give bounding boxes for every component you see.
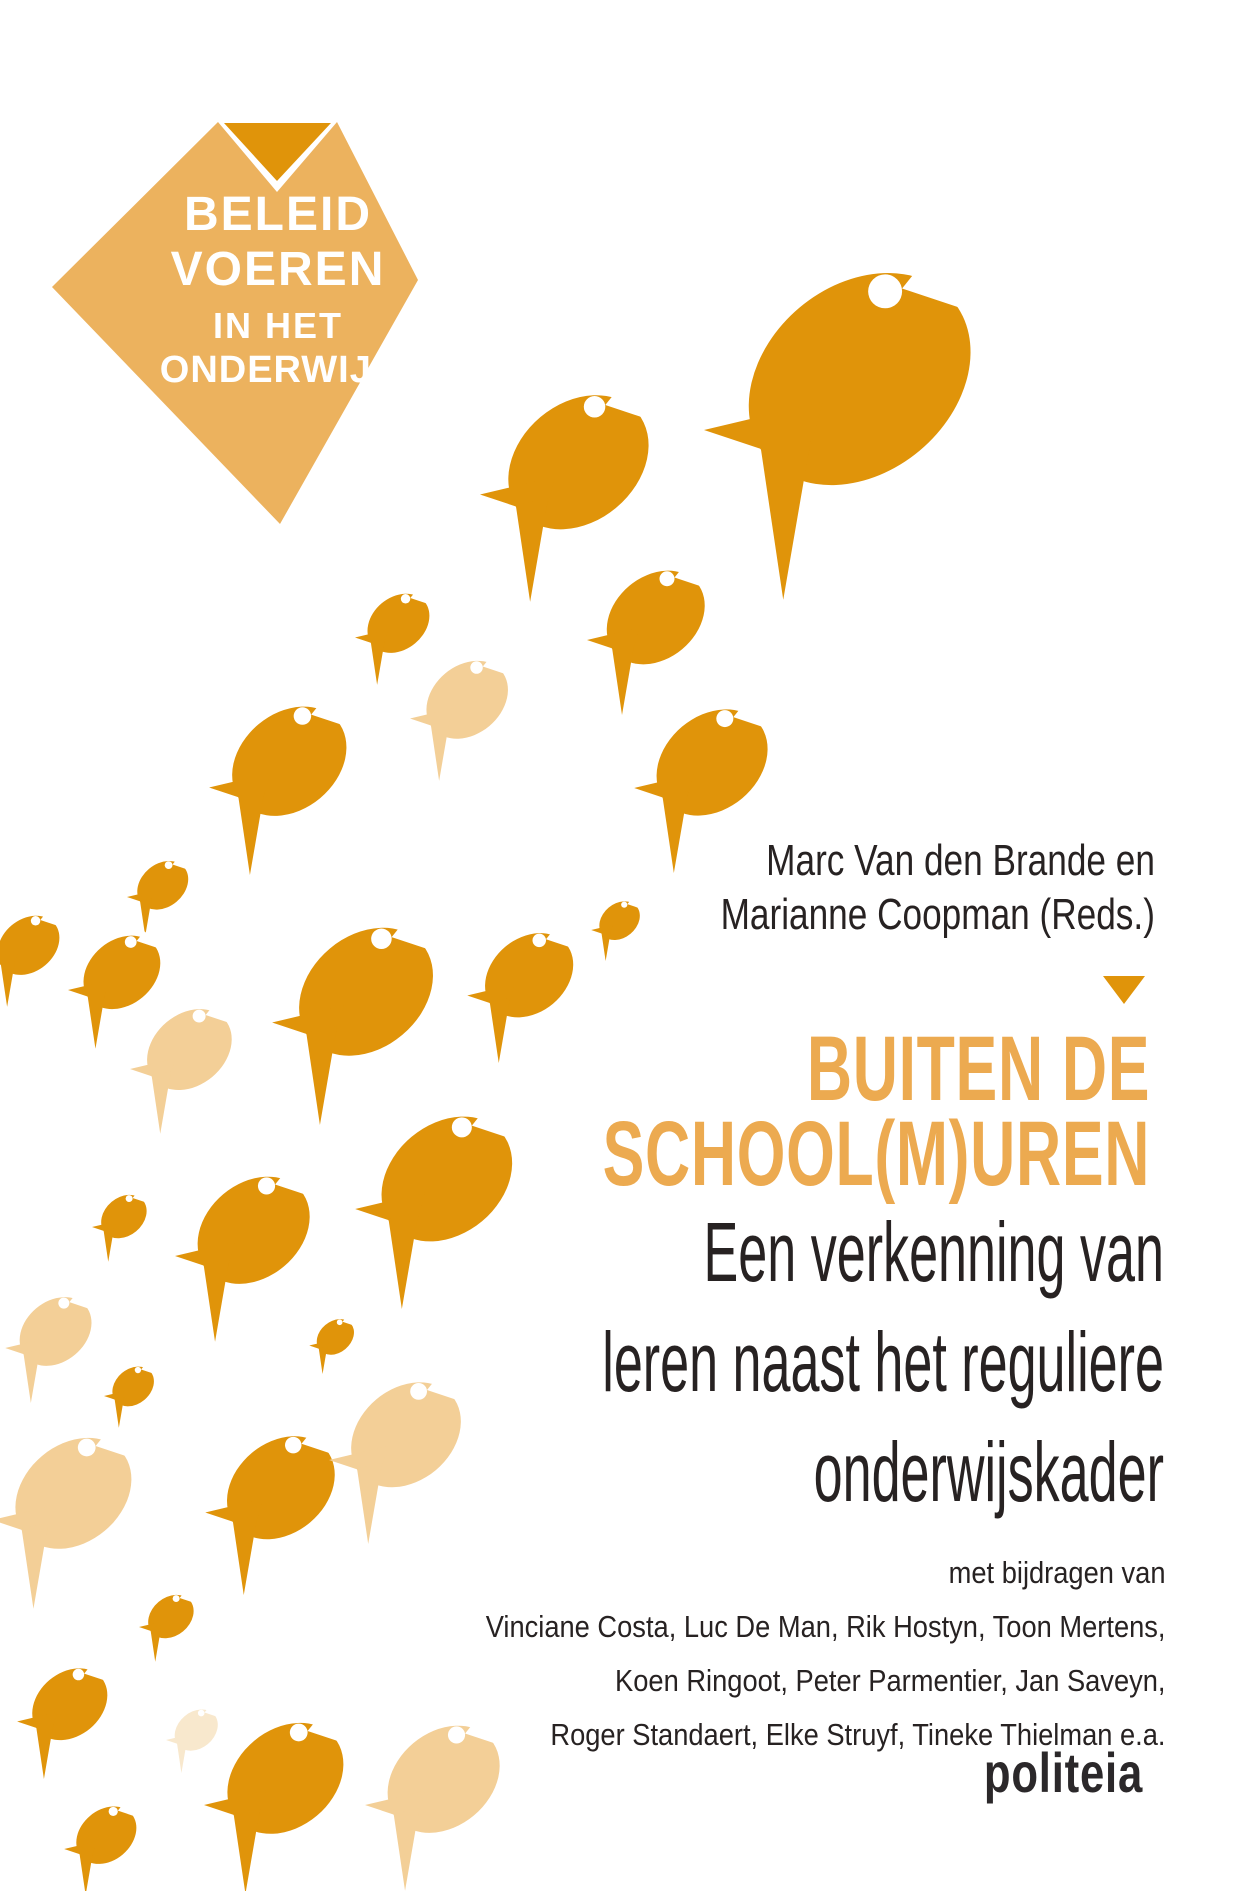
title-line2: SCHOOL(M)UREN [602,1103,1150,1205]
badge-line2: VOEREN [170,243,386,296]
author-names [721,834,1155,942]
fish-icon [127,858,192,936]
fish-icon [0,1431,140,1609]
badge-beleid-voeren-in-het-onderwijs [0,0,470,560]
fish-icon [0,912,64,1007]
fish-icon [175,1170,318,1342]
author-line2: Marianne Coopman (Reds.) [720,890,1155,939]
fish-icon [130,1004,238,1134]
contributors-line2: Koen Ringoot, Peter Parmentier, Jan Saveyn, [615,1663,1166,1698]
title-line1: BUITEN DE [806,1018,1150,1120]
fish-icon [329,1376,469,1544]
badge-line1: BELEID [183,188,373,241]
fish-icon [467,928,580,1063]
subtitle-line2: leren naast het reguliere [602,1315,1164,1409]
publisher-logo: politeia [983,1741,1143,1804]
author-line1: Marc Van den Brande en [766,836,1155,885]
badge-line4: ONDERWIJS [159,349,399,391]
contributors-block [486,1546,1166,1762]
title-marker-triangle-icon [1103,976,1145,1004]
subtitle-line3: onderwijskader [813,1425,1164,1519]
fish-icon [591,899,643,961]
contributors-line1: Vinciane Costa, Luc De Man, Rik Hostyn, Toon Mertens, [486,1609,1166,1644]
fish-icon [587,565,712,715]
fish-icon [139,1592,197,1662]
fish-icon [204,1716,352,1891]
fish-icon [92,1192,150,1262]
fish-icon [104,1364,157,1428]
book-subtitle [602,1197,1164,1527]
subtitle-line1: Een verkenning van [703,1205,1164,1299]
badge-line3: IN HET [212,305,344,346]
book-title [602,1018,1150,1205]
contributors-intro: met bijdragen van [949,1555,1166,1590]
fish-icon [355,1109,522,1309]
fish-icon [410,656,514,781]
fish-icon [309,1317,357,1374]
fish-icon [64,1803,141,1891]
contributors-line3: Roger Standaert, Elke Struyf, Tineke Thielman e.a. [550,1717,1166,1752]
fish-icon [5,1293,97,1403]
fish-icon [17,1664,113,1779]
fish-icon [209,700,355,875]
fish-icon [704,260,987,600]
fish-icon [205,1430,343,1595]
fish-icon [272,920,443,1125]
